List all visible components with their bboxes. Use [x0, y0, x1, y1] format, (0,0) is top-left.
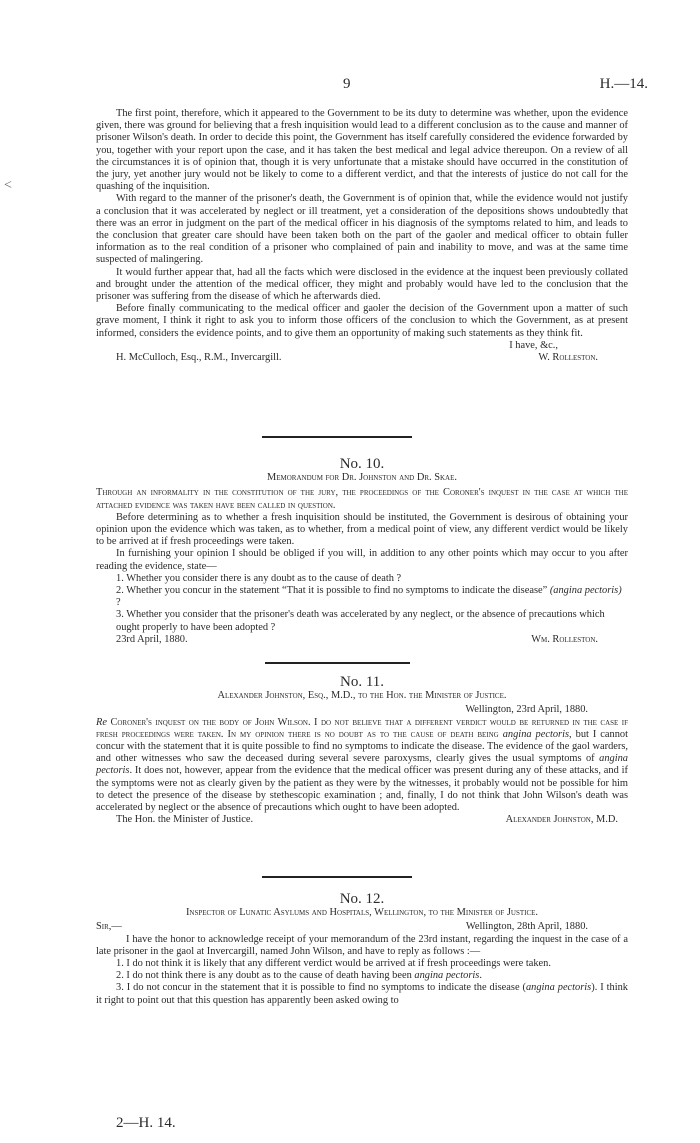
section-divider [262, 436, 412, 438]
no12-place-date: Wellington, 28th April, 1880. [465, 921, 588, 933]
intro-signature: W. Rolleston. [538, 352, 598, 364]
intro-paragraph-3: It would further appear that, had all the facts which were disclosed in the evidence at the inquest been previously collated and brought under the attention of the medical officer, they might and probably would have led to the conclusion that the prisoner was suffering from the disease of which he afterwards died. [96, 266, 628, 303]
section-divider [265, 662, 410, 664]
no12-heading: Inspector of Lunatic Asylums and Hospitals, Wellington, to the Minister of Justice. [185, 907, 539, 919]
section-no12 [96, 893, 628, 1007]
no12-answer-2: 2. I do not think there is any doubt as to the cause of death having been angina pectoris. [116, 970, 482, 982]
intro-closing: I have, &c., [509, 339, 558, 351]
no10-question-1: 1. Whether you consider there is any doubt as to the cause of death ? [116, 572, 402, 584]
no10-number: No. 10. [339, 456, 385, 472]
intro-paragraph-4: Before finally communicating to the medical officer and gaoler the decision of the Government upon a matter of such grave moment, I think it right to ask you to inform those officers of the conclusion to which the Government, as at present informed, considers the evidence points, and to give them an opportunity of making such statements as they think fit. [96, 303, 628, 339]
page-number: 9 [343, 76, 351, 92]
no10-heading: Memorandum for Dr. Johnston and Dr. Skae. [267, 472, 457, 484]
section-divider [262, 876, 412, 878]
no11-heading: Alexander Johnston, Esq., M.D., to the Hon. the Minister of Justice. [217, 690, 507, 702]
no10-paragraph-1: Through an informality in the constitution of the jury, the proceedings of the Coroner's inquest in the case at which the attached evidence was taken have been called in question. [96, 487, 628, 511]
no11-place-date: Wellington, 23rd April, 1880. [465, 704, 588, 716]
page-header [0, 78, 700, 96]
signature-mark: 2—H. 14. [116, 1115, 176, 1131]
no12-answer-1: 1. I do not think it is likely that any different verdict would be arrived at if fresh proceedings were taken. [116, 958, 551, 970]
no11-number: No. 11. [339, 674, 385, 690]
intro-letter [96, 108, 628, 364]
no11-signature: Alexander Johnston, M.D. [505, 814, 618, 826]
no11-addressee: The Hon. the Minister of Justice. [116, 814, 254, 826]
intro-paragraph-1: The first point, therefore, which it appeared to the Government to be its duty to determine was whether, upon the evidence given, there was ground for believing that a fresh inquisition would lead to a different conclusion as to the cause and manner of prisoner Wilson's death. In order to decide this point, the Government has itself carefully considered the evidence forwarded by you, together with your report upon the case, and it has taken the best medical and legal advice thereupon. On a review of all the circumstances it is of opinion that, though it is very unfortunate that a mistake should have occurred in the constitution of the jury, yet another jury would not be likely to come to a different verdict, and that the interests of justice do not call for the quashing of the inquisition. [96, 108, 628, 193]
margin-mark-icon: < [4, 178, 12, 193]
no10-question-2: 2. Whether you concur in the statement “That it is possible to find no symptoms to indicate the disease” (angina pectoris) ? [116, 585, 622, 609]
no10-question-3: 3. Whether you consider that the prisoner's death was accelerated by any neglect, or the absence of precautions which ought properly to have been adopted ? [116, 609, 605, 633]
no10-date: 23rd April, 1880. [116, 633, 188, 645]
section-no11 [96, 676, 628, 826]
no12-paragraph-1: I have the honor to acknowledge receipt of your memorandum of the 23rd instant, regarding the inquest in the case of a late prisoner in the gaol at Invercargill, named John Wilson, and have to reply as follows :— [96, 933, 628, 957]
no12-salutation: Sir,— [96, 921, 122, 933]
no12-answer-3: 3. I do not concur in the statement that it is possible to find no symptoms to indicate the disease (angina pectoris). I think it right to point out that this question has apparently been asked owing to [96, 982, 628, 1006]
no11-body: Re Coroner's inquest on the body of John Wilson. I do not believe that a different verdict would be returned in the case if fresh proceedings were taken. In my opinion there is no doubt as to the cause of death being angina pectoris, but I cannot concur with the statement that it is quite possible to find no symptoms to indicate the disease. The evidence of the gaol warders, and other witnesses who saw the deceased during several severe paroxysms, clearly gives the usual symptoms of angina pectoris. It does not, however, appear from the evidence that the medical officer was present during any of these attacks, and if the symptoms were not as clearly given by the patient as they were by the witnesses, it probably would not be possible for him to detect the presence of the disease by stethescopic examination ; and, finally, I do not think that John Wilson's death was accelerated by neglect or the absence of precautions which ought to have been adopted. [96, 716, 629, 814]
no10-paragraph-2: Before determining as to whether a fresh inquisition should be instituted, the Government is desirous of obtaining your opinion upon the evidence which was taken, as to whether, from a medical point of view, any different verdict would be likely to be arrived at if fresh proceedings were taken. [96, 511, 628, 548]
document-reference: H.—14. [599, 76, 648, 92]
section-no10 [96, 458, 628, 646]
no10-signature: Wm. Rolleston. [531, 633, 598, 645]
intro-addressee: H. McCulloch, Esq., R.M., Invercargill. [116, 352, 282, 364]
no12-number: No. 12. [339, 891, 385, 907]
intro-paragraph-2: With regard to the manner of the prisoner's death, the Government is of opinion that, while the evidence would not justify a conclusion that it was accelerated by neglect or ill treatment, yet a consideration of the depositions shows undoubtedly that there was an error in judgment on the part of the medical officer in his diagnosis of the symptoms related to him, and leads to the conclusion that greater care should have been taken both on the part of the gaoler and medical officer to obtain fuller information as to the real condition of a prisoner who complained of pain and inability to move, and was at the same time suspected of malingering. [96, 193, 628, 266]
no10-paragraph-3: In furnishing your opinion I should be obliged if you will, in addition to any other points which may occur to you after reading the evidence, state— [96, 548, 628, 572]
